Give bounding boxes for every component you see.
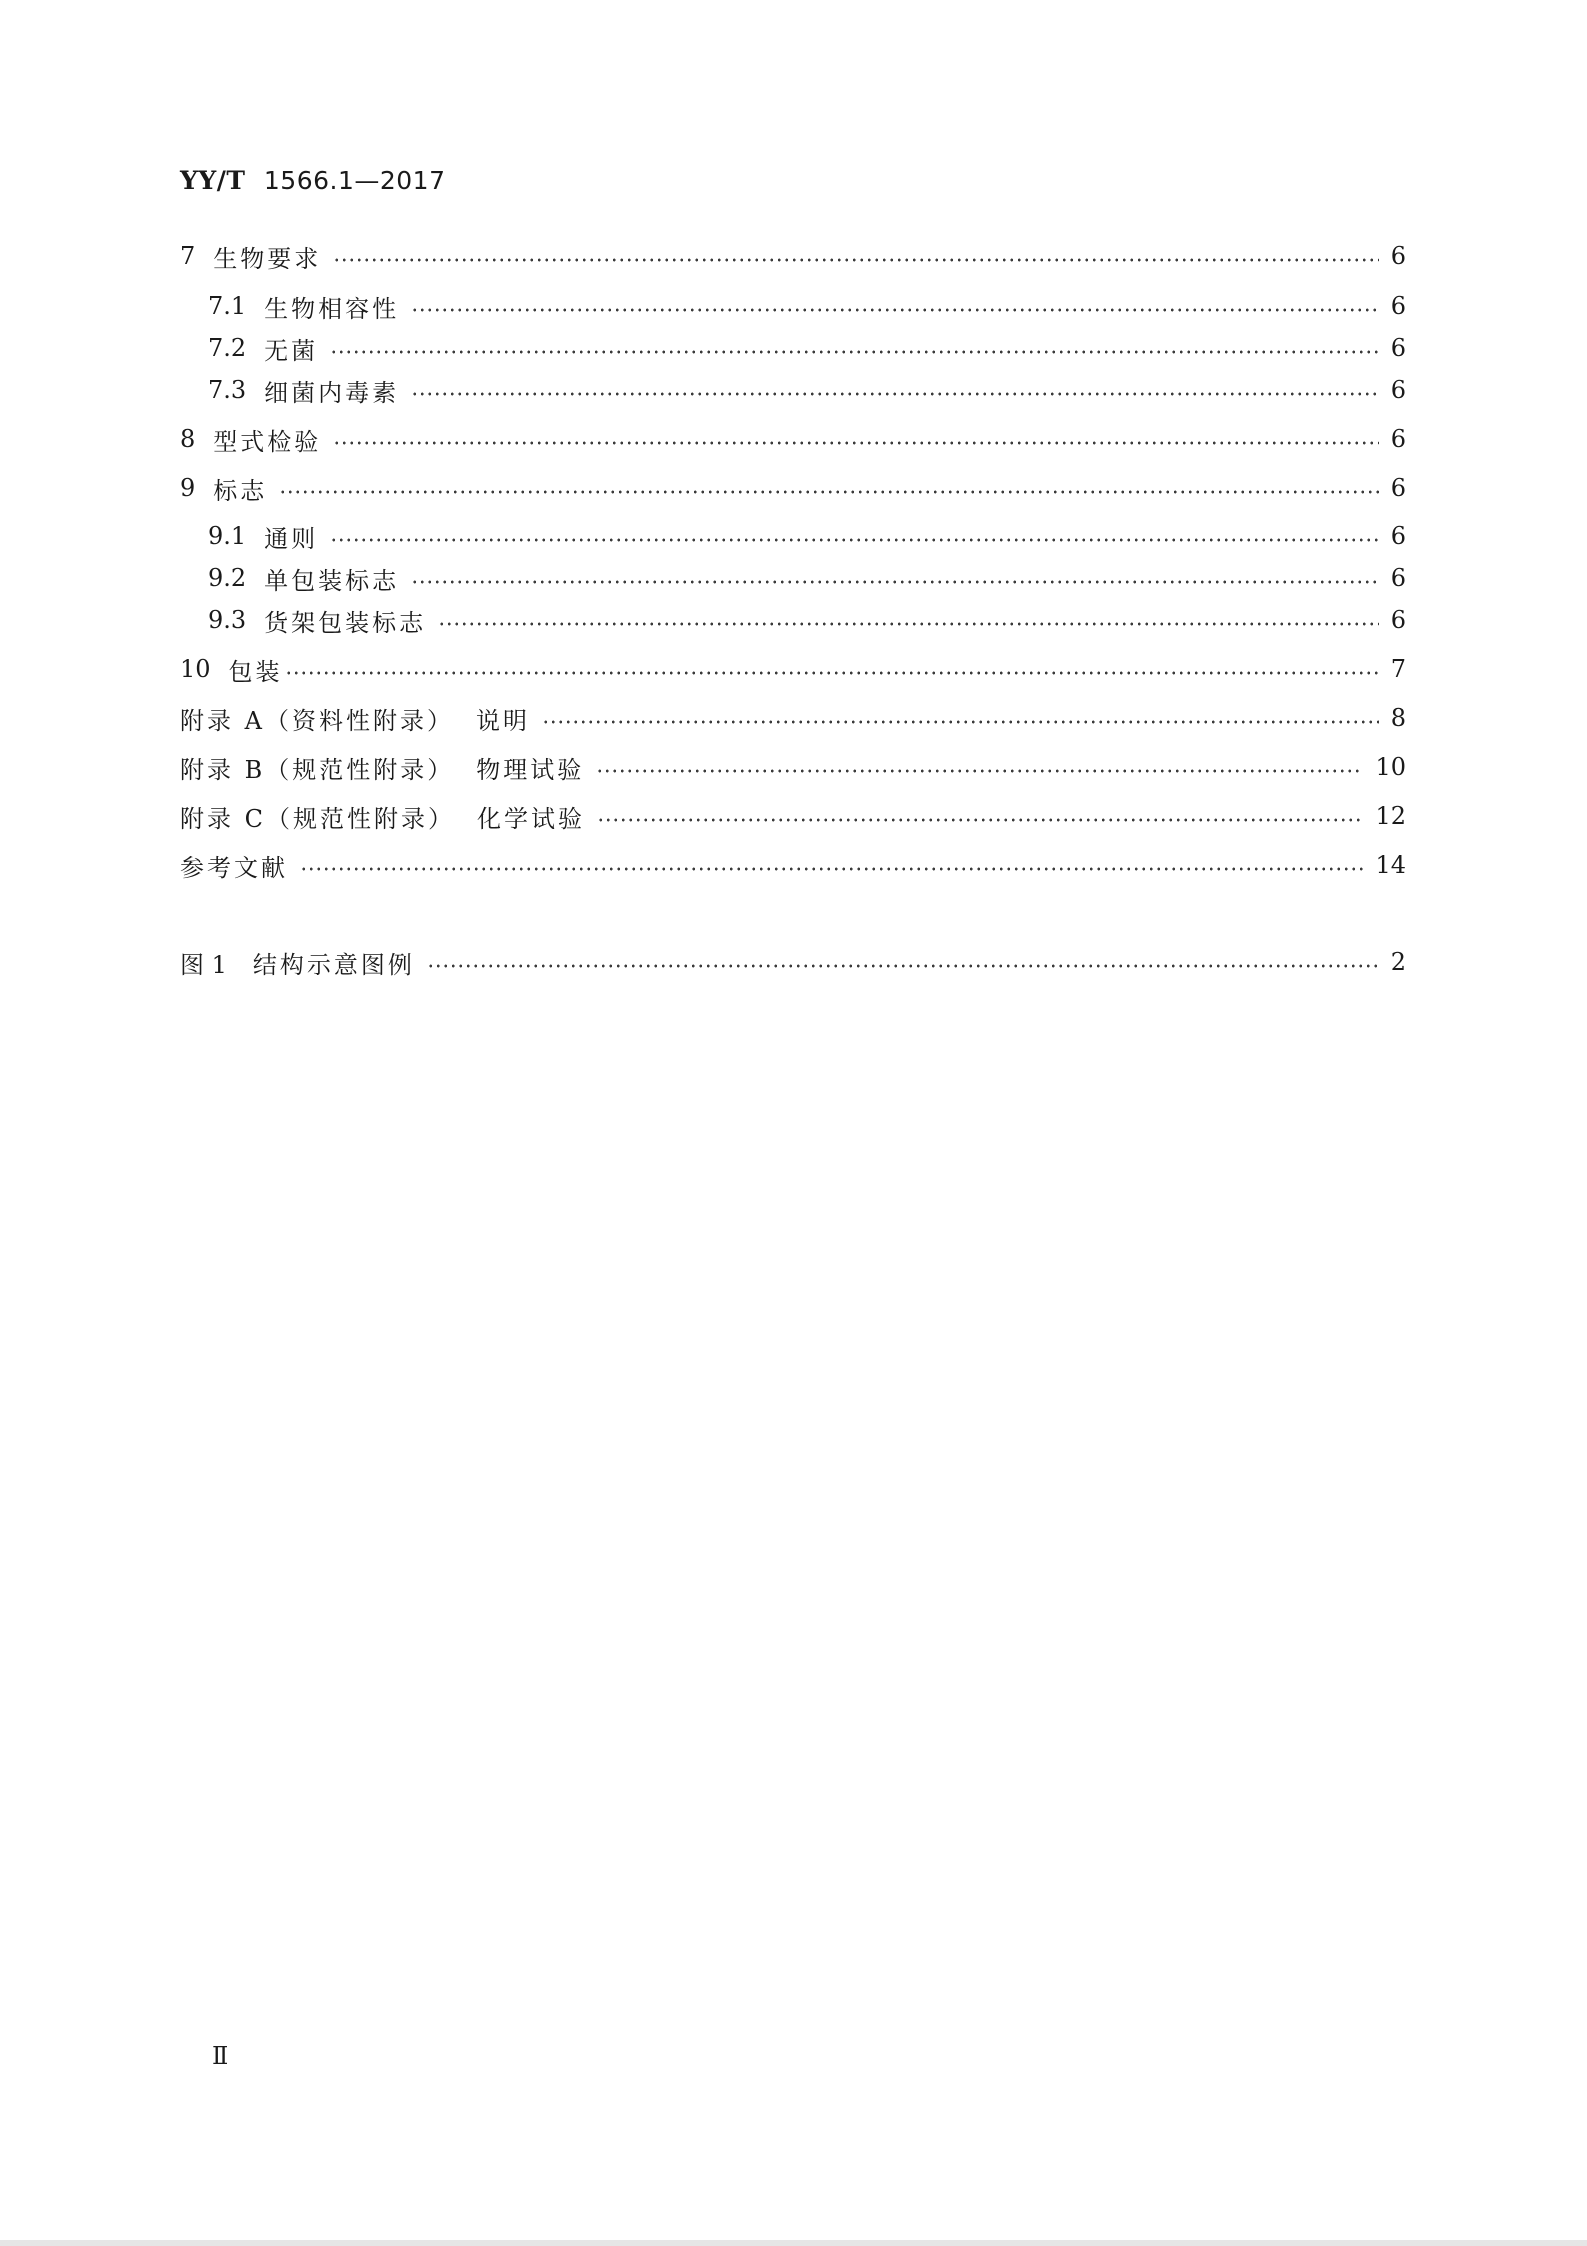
- toc-entry-page: 12: [1375, 802, 1406, 830]
- toc-entry-title: 型式检验: [213, 427, 322, 456]
- toc-entry-title: 标志: [213, 476, 268, 505]
- toc-entry-figure-1[interactable]: [180, 944, 1406, 980]
- toc-entry-page: 6: [1390, 376, 1406, 404]
- standard-number: 1566.1—2017: [263, 166, 446, 195]
- toc-entry-page: 6: [1390, 425, 1406, 453]
- toc-entry-page: 8: [1390, 704, 1406, 732]
- page-number: Ⅱ: [212, 2042, 229, 2070]
- toc-entry-9-3[interactable]: [208, 602, 1406, 638]
- toc-entry-7[interactable]: [180, 238, 1406, 274]
- page-bottom-edge: [0, 2240, 1587, 2246]
- toc-leader-dots: [300, 867, 1363, 871]
- toc-entry-page: 6: [1390, 522, 1406, 550]
- toc-leader-dots: [596, 769, 1363, 773]
- toc-entry-page: 6: [1390, 474, 1406, 502]
- toc-leader-dots: [330, 350, 1379, 354]
- toc-entry-page: 6: [1390, 334, 1406, 362]
- toc-figure-number: 图 1: [180, 950, 227, 979]
- toc-entry-page: 6: [1390, 242, 1406, 270]
- toc-entry-7-3[interactable]: [208, 372, 1406, 408]
- toc-entry-title: 细菌内毒素: [264, 378, 400, 407]
- toc-leader-dots: [279, 490, 1378, 494]
- toc-entry-references[interactable]: [180, 847, 1406, 883]
- toc-entry-page: 10: [1375, 753, 1406, 781]
- toc-entry-title: 生物相容性: [264, 294, 400, 323]
- toc-appendix-label: 附录 A（资料性附录）: [180, 706, 454, 735]
- toc-entry-number: 9.2: [208, 564, 247, 592]
- toc-entry-number: 9: [180, 474, 196, 502]
- toc-leader-dots: [411, 308, 1379, 312]
- toc-entry-page: 6: [1390, 292, 1406, 320]
- toc-appendix-label: 附录 C（规范性附录）: [180, 804, 455, 833]
- toc-leader-dots: [427, 964, 1379, 968]
- toc-entry-title: 说明: [475, 706, 530, 735]
- toc-entry-title: 包装: [228, 657, 283, 686]
- toc-entry-number: 7.2: [208, 334, 247, 362]
- toc-entry-title: 结构示意图例: [252, 950, 415, 979]
- standard-code: YY/T: [180, 166, 246, 195]
- toc-entry-page: 6: [1390, 564, 1406, 592]
- toc-entry-title: 物理试验: [476, 755, 585, 784]
- toc-leader-dots: [597, 818, 1363, 822]
- toc-leader-dots: [330, 538, 1379, 542]
- toc-entry-title: 通则: [264, 524, 319, 553]
- toc-entry-appendix-b[interactable]: [180, 749, 1406, 785]
- toc-entry-title: 参考文献: [180, 853, 288, 882]
- toc-entry-8[interactable]: [180, 421, 1406, 457]
- toc-entry-page: 7: [1390, 655, 1406, 683]
- toc-entry-title: 生物要求: [213, 244, 322, 273]
- toc-entry-page: 2: [1390, 948, 1406, 976]
- toc-entry-number: 8: [180, 425, 196, 453]
- toc-leader-dots: [411, 580, 1379, 584]
- toc-entry-9[interactable]: [180, 470, 1406, 506]
- document-header: [180, 166, 446, 195]
- toc-entry-number: 7.1: [208, 292, 247, 320]
- toc-entry-title: 单包装标志: [264, 566, 400, 595]
- toc-entry-number: 9.3: [208, 606, 247, 634]
- toc-entry-number: 9.1: [208, 522, 247, 550]
- toc-entry-9-1[interactable]: [208, 518, 1406, 554]
- toc-appendix-label: 附录 B（规范性附录）: [180, 755, 455, 784]
- toc-entry-appendix-a[interactable]: [180, 700, 1406, 736]
- toc-entry-title: 无菌: [264, 336, 319, 365]
- toc-entry-number: 10: [180, 655, 211, 683]
- toc-leader-dots: [285, 671, 1379, 675]
- toc-entry-7-1[interactable]: [208, 288, 1406, 324]
- toc-entry-title: 货架包装标志: [264, 608, 427, 637]
- toc-entry-appendix-c[interactable]: [180, 798, 1406, 834]
- toc-leader-dots: [333, 441, 1378, 445]
- toc-entry-title: 化学试验: [477, 804, 585, 833]
- toc-leader-dots: [333, 258, 1378, 262]
- toc-entry-9-2[interactable]: [208, 560, 1406, 596]
- toc-entry-page: 14: [1375, 851, 1406, 879]
- toc-entry-page: 6: [1390, 606, 1406, 634]
- toc-entry-7-2[interactable]: [208, 330, 1406, 366]
- toc-entry-number: 7.3: [208, 376, 247, 404]
- toc-leader-dots: [411, 392, 1379, 396]
- toc-leader-dots: [438, 622, 1379, 626]
- toc-entry-number: 7: [180, 242, 196, 270]
- toc-entry-10[interactable]: [180, 651, 1406, 687]
- toc-leader-dots: [542, 720, 1379, 724]
